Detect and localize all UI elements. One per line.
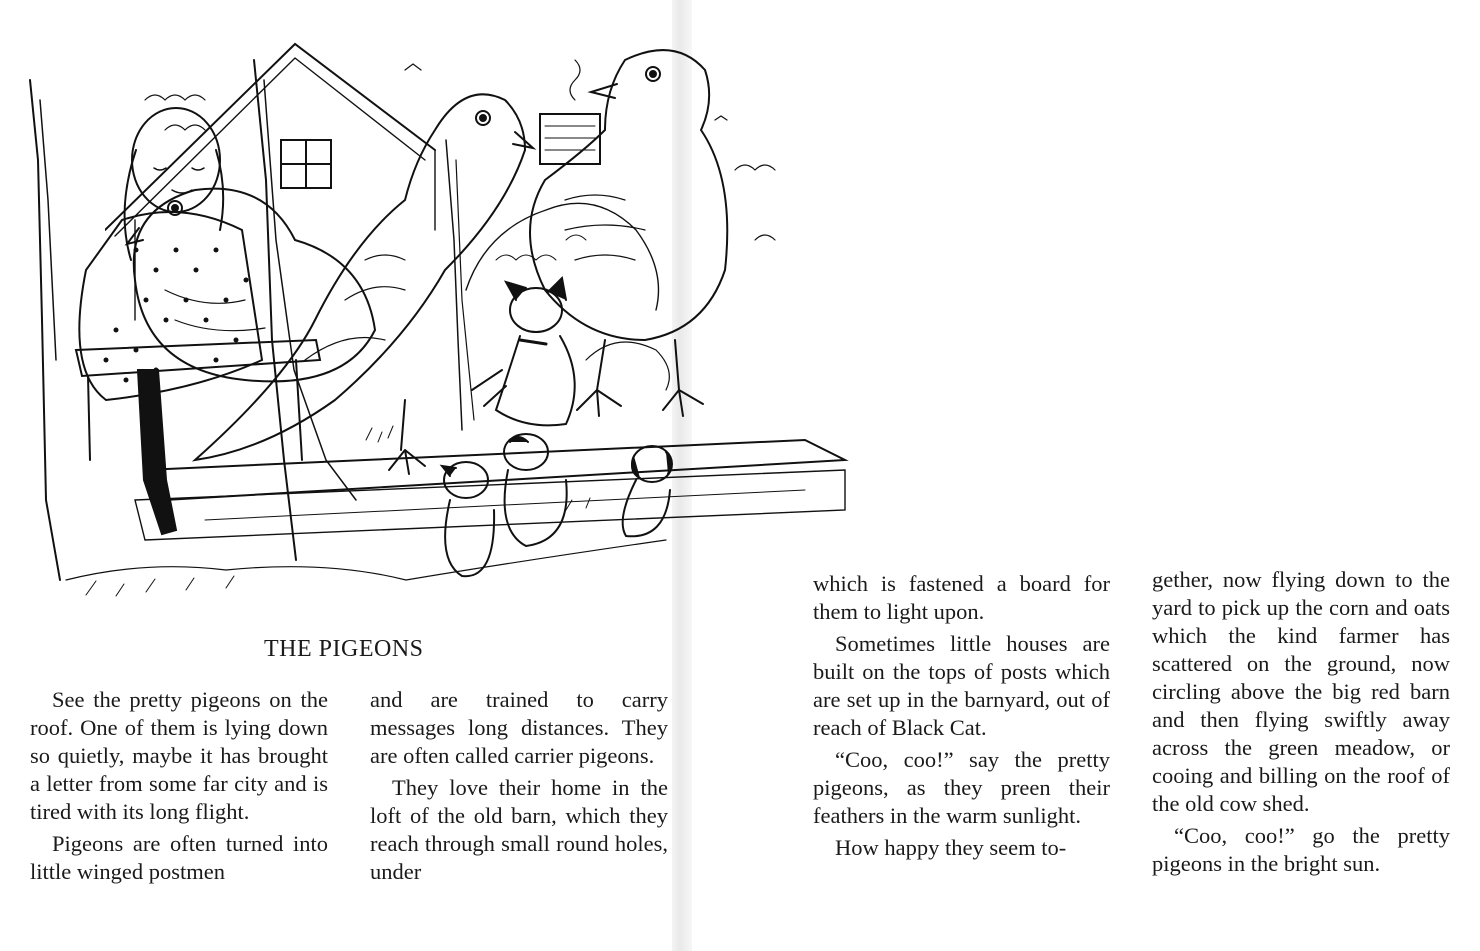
story-title: THE PIGEONS bbox=[264, 636, 424, 662]
paragraph: and are trained to carry messages long distances. They are often called carrier pigeons. bbox=[370, 687, 668, 768]
left-page-column-2 bbox=[370, 686, 668, 890]
right-page-column-2 bbox=[1152, 566, 1450, 882]
paragraph: gether, now flying down to the yard to pick up the corn and oats which the kind farmer has scattered on the ground, now circling above the big red barn and then flying swiftly away across the green meadow, or cooing and billing on the roof of the old cow shed. bbox=[1152, 567, 1450, 816]
right-page-column-1 bbox=[813, 570, 1110, 866]
paragraph: How happy they seem to- bbox=[835, 835, 1067, 860]
paragraph: which is fastened a board for them to light upon. bbox=[813, 571, 1110, 624]
paragraph: See the pretty pigeons on the roof. One of them is lying down so quietly, maybe it has brought a letter from some far city and is tired with its long flight. bbox=[30, 687, 328, 824]
left-page-column-1 bbox=[30, 686, 328, 890]
paragraph: They love their home in the loft of the old barn, which they reach through small round holes, under bbox=[370, 775, 668, 884]
paragraph: “Coo, coo!” go the pretty pigeons in the bright sun. bbox=[1152, 823, 1450, 876]
pigeons-on-roof-illustration bbox=[105, 40, 855, 565]
paragraph: “Coo, coo!” say the pretty pigeons, as they preen their feathers in the warm sunlight. bbox=[813, 747, 1110, 828]
paragraph: Pigeons are often turned into little winged postmen bbox=[30, 831, 328, 884]
paragraph: Sometimes little houses are built on the tops of posts which are set up in the barnyard, out of reach of Black Cat. bbox=[813, 631, 1110, 740]
